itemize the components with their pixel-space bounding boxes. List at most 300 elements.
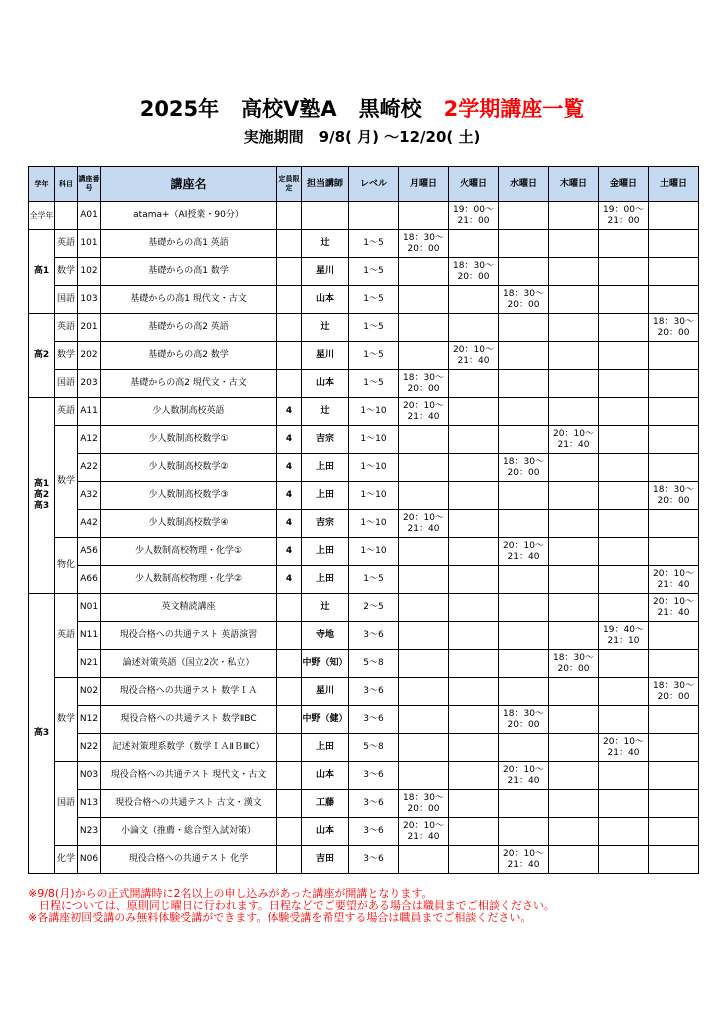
course-schedule-table — [28, 166, 699, 874]
level-cell: 3〜6 — [349, 678, 399, 706]
slot-tue — [449, 566, 499, 594]
header-day-mon: 月曜日 — [399, 167, 449, 202]
table-row — [29, 398, 699, 426]
course-code: N12 — [78, 706, 101, 734]
course-name: 基礎からの高2 英語 — [101, 314, 277, 342]
subject-cell: 数学 — [55, 678, 78, 762]
level-cell: 3〜6 — [349, 706, 399, 734]
course-code: A56 — [78, 538, 101, 566]
slot-wed — [499, 426, 549, 454]
slot-thu — [549, 706, 599, 734]
teacher-cell: 吉田 — [302, 846, 349, 874]
slot-mon: 18：30〜 20：00 — [399, 230, 449, 258]
table-row — [29, 790, 699, 818]
slot-thu — [549, 538, 599, 566]
capacity-cell — [277, 230, 302, 258]
header-day-sat: 土曜日 — [649, 167, 699, 202]
course-name: 基礎からの高2 数学 — [101, 342, 277, 370]
grade-cell: 高2 — [29, 314, 55, 398]
slot-sat — [649, 706, 699, 734]
teacher-cell: 辻 — [302, 398, 349, 426]
level-cell: 1〜10 — [349, 398, 399, 426]
slot-wed — [499, 230, 549, 258]
slot-wed: 20：10〜 21：40 — [499, 762, 549, 790]
course-name: 少人数制高校物理・化学① — [101, 538, 277, 566]
course-code: N22 — [78, 734, 101, 762]
teacher-cell: 上田 — [302, 482, 349, 510]
slot-sat — [649, 370, 699, 398]
teacher-cell: 中野（知） — [302, 650, 349, 678]
slot-tue: 19：00〜 21：00 — [449, 202, 499, 230]
slot-wed — [499, 370, 549, 398]
course-code: A22 — [78, 454, 101, 482]
course-code: A01 — [78, 202, 101, 230]
capacity-cell — [277, 734, 302, 762]
course-code: 201 — [78, 314, 101, 342]
slot-wed — [499, 202, 549, 230]
slot-thu: 18：30〜 20：00 — [549, 650, 599, 678]
course-code: A12 — [78, 426, 101, 454]
capacity-cell: 4 — [277, 482, 302, 510]
header-subject: 科目 — [55, 167, 78, 202]
teacher-cell: 星川 — [302, 678, 349, 706]
slot-wed — [499, 510, 549, 538]
level-cell: 1〜5 — [349, 370, 399, 398]
capacity-cell — [277, 650, 302, 678]
slot-sat — [649, 846, 699, 874]
course-name: 基礎からの高1 数学 — [101, 258, 277, 286]
subject-cell: 数学 — [55, 426, 78, 538]
slot-sat — [649, 538, 699, 566]
slot-thu — [549, 454, 599, 482]
capacity-cell: 4 — [277, 454, 302, 482]
capacity-cell — [277, 818, 302, 846]
grade-cell: 高1 — [29, 230, 55, 314]
level-cell: 1〜10 — [349, 426, 399, 454]
slot-mon — [399, 286, 449, 314]
slot-tue — [449, 314, 499, 342]
header-capacity: 定員限定 — [277, 167, 302, 202]
subject-cell: 数学 — [55, 342, 78, 370]
capacity-cell — [277, 706, 302, 734]
slot-wed — [499, 342, 549, 370]
slot-tue — [449, 594, 499, 622]
course-code: N02 — [78, 678, 101, 706]
title-year: 2025年 — [139, 97, 220, 121]
slot-sat: 18：30〜 20：00 — [649, 482, 699, 510]
teacher-cell — [302, 202, 349, 230]
header-day-fri: 金曜日 — [599, 167, 649, 202]
table-row — [29, 678, 699, 706]
level-cell: 1〜10 — [349, 538, 399, 566]
slot-thu — [549, 678, 599, 706]
course-code: A42 — [78, 510, 101, 538]
slot-sat — [649, 398, 699, 426]
slot-fri — [599, 426, 649, 454]
subject-cell: 国語 — [55, 370, 78, 398]
period-subtitle: 実施期間 9/8( 月) 〜12/20( 土) — [243, 128, 481, 146]
slot-thu — [549, 342, 599, 370]
course-name: 少人数制高校物理・化学② — [101, 566, 277, 594]
table-row — [29, 846, 699, 874]
table-row — [29, 762, 699, 790]
level-cell: 1〜5 — [349, 230, 399, 258]
slot-fri: 20：10〜 21：40 — [599, 734, 649, 762]
capacity-cell — [277, 762, 302, 790]
level-cell: 1〜5 — [349, 342, 399, 370]
level-cell: 3〜6 — [349, 846, 399, 874]
teacher-cell: 山本 — [302, 370, 349, 398]
slot-wed: 18：30〜 20：00 — [499, 286, 549, 314]
slot-wed — [499, 258, 549, 286]
subject-cell: 国語 — [55, 762, 78, 846]
slot-tue — [449, 482, 499, 510]
slot-mon — [399, 566, 449, 594]
capacity-cell — [277, 258, 302, 286]
level-cell — [349, 202, 399, 230]
slot-fri — [599, 762, 649, 790]
slot-tue — [449, 678, 499, 706]
course-name: 少人数制高校数学④ — [101, 510, 277, 538]
capacity-cell: 4 — [277, 510, 302, 538]
header-code: 講座番号 — [78, 167, 101, 202]
slot-fri — [599, 258, 649, 286]
teacher-cell: 工藤 — [302, 790, 349, 818]
slot-tue — [449, 706, 499, 734]
slot-thu — [549, 818, 599, 846]
capacity-cell — [277, 594, 302, 622]
slot-thu — [549, 566, 599, 594]
slot-sat: 20：10〜 21：40 — [649, 594, 699, 622]
course-name: 現役合格への共通テスト 古文・漢文 — [101, 790, 277, 818]
subject-cell: 英語 — [55, 230, 78, 258]
slot-fri — [599, 650, 649, 678]
slot-sat — [649, 202, 699, 230]
header-day-thu: 木曜日 — [549, 167, 599, 202]
teacher-cell: 辻 — [302, 230, 349, 258]
slot-sat — [649, 734, 699, 762]
teacher-cell: 上田 — [302, 734, 349, 762]
capacity-cell: 4 — [277, 426, 302, 454]
capacity-cell — [277, 286, 302, 314]
course-name: 基礎からの高1 英語 — [101, 230, 277, 258]
capacity-cell — [277, 314, 302, 342]
slot-mon — [399, 846, 449, 874]
table-row — [29, 482, 699, 510]
slot-thu — [549, 286, 599, 314]
level-cell: 1〜5 — [349, 566, 399, 594]
capacity-cell: 4 — [277, 566, 302, 594]
course-name: 少人数制高校数学② — [101, 454, 277, 482]
course-code: N13 — [78, 790, 101, 818]
note-line: ※9/8(月)からの正式開講時に2名以上の申し込みがあった講座が開講となります。 — [28, 887, 433, 900]
subject-cell: 物化 — [55, 538, 78, 594]
slot-fri — [599, 594, 649, 622]
grade-cell: 高3 — [29, 594, 55, 874]
slot-wed — [499, 734, 549, 762]
grade-cell: 全学年 — [29, 202, 55, 230]
table-row — [29, 370, 699, 398]
slot-tue — [449, 370, 499, 398]
slot-wed — [499, 398, 549, 426]
course-code: N23 — [78, 818, 101, 846]
level-cell: 3〜6 — [349, 818, 399, 846]
capacity-cell: 4 — [277, 398, 302, 426]
capacity-cell: 4 — [277, 538, 302, 566]
slot-mon — [399, 454, 449, 482]
course-name: 基礎からの高1 現代文・古文 — [101, 286, 277, 314]
slot-fri — [599, 342, 649, 370]
slot-fri — [599, 818, 649, 846]
course-name: 現役合格への共通テスト 化学 — [101, 846, 277, 874]
page-title — [0, 93, 724, 123]
slot-wed — [499, 594, 549, 622]
note-line: 日程については、原則同じ曜日に行われます。日程などでご要望がある場合は職員までご相談ください。 — [28, 899, 555, 912]
header-course-name: 講座名 — [101, 167, 277, 202]
teacher-cell: 山本 — [302, 286, 349, 314]
note-line: ※各講座初回受講のみ無料体験受講ができます。体験受講を希望する場合は職員までご相談ください。 — [28, 911, 532, 924]
slot-wed — [499, 790, 549, 818]
level-cell: 5〜8 — [349, 734, 399, 762]
course-name: atama+（AI授業・90分） — [101, 202, 277, 230]
course-name: 論述対策英語（国立2次・私立） — [101, 650, 277, 678]
title-school: 高校V塾A — [241, 97, 337, 121]
table-row — [29, 566, 699, 594]
course-code: N01 — [78, 594, 101, 622]
slot-thu — [549, 790, 599, 818]
slot-sat: 18：30〜 20：00 — [649, 678, 699, 706]
table-row — [29, 286, 699, 314]
table-row — [29, 314, 699, 342]
slot-mon — [399, 734, 449, 762]
slot-fri — [599, 566, 649, 594]
slot-fri: 19：00〜 21：00 — [599, 202, 649, 230]
course-name: 小論文（推薦・総合型入試対策） — [101, 818, 277, 846]
course-name: 英文精読講座 — [101, 594, 277, 622]
capacity-cell — [277, 790, 302, 818]
slot-sat — [649, 426, 699, 454]
table-row — [29, 202, 699, 230]
slot-fri — [599, 790, 649, 818]
subject-cell: 数学 — [55, 258, 78, 286]
slot-tue — [449, 230, 499, 258]
slot-mon: 18：30〜 20：00 — [399, 370, 449, 398]
slot-mon — [399, 594, 449, 622]
teacher-cell: 吉宗 — [302, 426, 349, 454]
slot-wed — [499, 566, 549, 594]
slot-mon — [399, 622, 449, 650]
slot-wed: 18：30〜 20：00 — [499, 454, 549, 482]
table-row — [29, 342, 699, 370]
slot-fri — [599, 846, 649, 874]
level-cell: 1〜5 — [349, 286, 399, 314]
slot-sat — [649, 790, 699, 818]
slot-mon: 18：30〜 20：00 — [399, 790, 449, 818]
course-code: 202 — [78, 342, 101, 370]
slot-fri — [599, 286, 649, 314]
slot-thu: 20：10〜 21：40 — [549, 426, 599, 454]
slot-sat: 18：30〜 20：00 — [649, 314, 699, 342]
slot-tue — [449, 622, 499, 650]
slot-sat — [649, 230, 699, 258]
slot-wed — [499, 622, 549, 650]
table-row — [29, 426, 699, 454]
slot-mon — [399, 678, 449, 706]
course-name: 基礎からの高2 現代文・古文 — [101, 370, 277, 398]
capacity-cell — [277, 342, 302, 370]
slot-fri — [599, 678, 649, 706]
header-day-tue: 火曜日 — [449, 167, 499, 202]
teacher-cell: 辻 — [302, 594, 349, 622]
slot-mon: 20：10〜 21：40 — [399, 818, 449, 846]
slot-wed — [499, 482, 549, 510]
slot-sat — [649, 510, 699, 538]
level-cell: 1〜10 — [349, 510, 399, 538]
slot-tue — [449, 454, 499, 482]
slot-sat — [649, 258, 699, 286]
slot-thu — [549, 230, 599, 258]
course-code: 203 — [78, 370, 101, 398]
course-name: 少人数制高校英語 — [101, 398, 277, 426]
table-row — [29, 538, 699, 566]
capacity-cell — [277, 846, 302, 874]
slot-sat — [649, 818, 699, 846]
slot-tue: 20：10〜 21：40 — [449, 342, 499, 370]
notes — [28, 888, 708, 924]
header-level: レベル — [349, 167, 399, 202]
table-row — [29, 650, 699, 678]
title-campus: 黒崎校 — [358, 97, 422, 121]
slot-fri — [599, 510, 649, 538]
level-cell: 3〜6 — [349, 790, 399, 818]
slot-fri — [599, 370, 649, 398]
subject-cell: 英語 — [55, 594, 78, 678]
slot-tue — [449, 286, 499, 314]
slot-wed — [499, 650, 549, 678]
subject-cell: 化学 — [55, 846, 78, 874]
slot-wed: 20：10〜 21：40 — [499, 846, 549, 874]
slot-tue — [449, 650, 499, 678]
teacher-cell: 吉宗 — [302, 510, 349, 538]
slot-tue — [449, 818, 499, 846]
level-cell: 2〜5 — [349, 594, 399, 622]
slot-sat — [649, 454, 699, 482]
course-name: 少人数制高校数学③ — [101, 482, 277, 510]
course-code: A11 — [78, 398, 101, 426]
slot-mon — [399, 258, 449, 286]
slot-wed — [499, 314, 549, 342]
slot-tue — [449, 790, 499, 818]
capacity-cell — [277, 622, 302, 650]
subject-cell: 英語 — [55, 314, 78, 342]
course-code: A66 — [78, 566, 101, 594]
slot-sat — [649, 622, 699, 650]
course-code: 101 — [78, 230, 101, 258]
level-cell: 1〜5 — [349, 314, 399, 342]
slot-sat — [649, 650, 699, 678]
slot-thu — [549, 314, 599, 342]
slot-fri: 19：40〜 21：10 — [599, 622, 649, 650]
subject-cell: 国語 — [55, 286, 78, 314]
table-row — [29, 706, 699, 734]
teacher-cell: 辻 — [302, 314, 349, 342]
course-name: 現役合格への共通テスト 数学ＩＡ — [101, 678, 277, 706]
header-day-wed: 水曜日 — [499, 167, 549, 202]
course-code: N11 — [78, 622, 101, 650]
slot-thu — [549, 482, 599, 510]
capacity-cell — [277, 370, 302, 398]
slot-thu — [549, 370, 599, 398]
slot-tue — [449, 398, 499, 426]
header-row — [29, 167, 699, 202]
teacher-cell: 中野（健） — [302, 706, 349, 734]
level-cell: 1〜5 — [349, 258, 399, 286]
slot-tue — [449, 426, 499, 454]
slot-tue: 18：30〜 20：00 — [449, 258, 499, 286]
teacher-cell: 星川 — [302, 258, 349, 286]
course-code: 102 — [78, 258, 101, 286]
course-code: 103 — [78, 286, 101, 314]
slot-tue — [449, 538, 499, 566]
teacher-cell: 上田 — [302, 538, 349, 566]
slot-thu — [549, 258, 599, 286]
title-term: 2学期講座一覧 — [443, 97, 585, 121]
slot-mon — [399, 706, 449, 734]
slot-fri — [599, 314, 649, 342]
table-row — [29, 454, 699, 482]
table-row — [29, 230, 699, 258]
slot-wed: 18：30〜 20：00 — [499, 706, 549, 734]
slot-thu — [549, 398, 599, 426]
slot-mon — [399, 202, 449, 230]
level-cell: 1〜10 — [349, 482, 399, 510]
course-code: N06 — [78, 846, 101, 874]
slot-thu — [549, 622, 599, 650]
slot-mon — [399, 314, 449, 342]
course-code: N03 — [78, 762, 101, 790]
slot-mon: 20：10〜 21：40 — [399, 510, 449, 538]
slot-thu — [549, 846, 599, 874]
slot-fri — [599, 398, 649, 426]
course-name: 記述対策理系数学（数学ＩＡⅡＢⅢC） — [101, 734, 277, 762]
level-cell: 1〜10 — [349, 454, 399, 482]
header-grade: 学年 — [29, 167, 55, 202]
slot-wed — [499, 818, 549, 846]
slot-tue — [449, 734, 499, 762]
level-cell: 3〜6 — [349, 622, 399, 650]
course-name: 少人数制高校数学① — [101, 426, 277, 454]
table-row — [29, 622, 699, 650]
slot-mon — [399, 538, 449, 566]
table-row — [29, 594, 699, 622]
subject-cell — [55, 202, 78, 230]
slot-thu — [549, 510, 599, 538]
slot-wed — [499, 678, 549, 706]
slot-sat — [649, 286, 699, 314]
slot-sat — [649, 762, 699, 790]
table-row — [29, 818, 699, 846]
slot-mon — [399, 650, 449, 678]
slot-mon — [399, 482, 449, 510]
slot-mon: 20：10〜 21：40 — [399, 398, 449, 426]
course-name: 現役合格への共通テスト 現代文・古文 — [101, 762, 277, 790]
slot-tue — [449, 762, 499, 790]
grade-cell: 高1 高2 高3 — [29, 398, 55, 594]
course-name: 現役合格への共通テスト 英語演習 — [101, 622, 277, 650]
teacher-cell: 寺地 — [302, 622, 349, 650]
teacher-cell: 上田 — [302, 566, 349, 594]
slot-tue — [449, 846, 499, 874]
